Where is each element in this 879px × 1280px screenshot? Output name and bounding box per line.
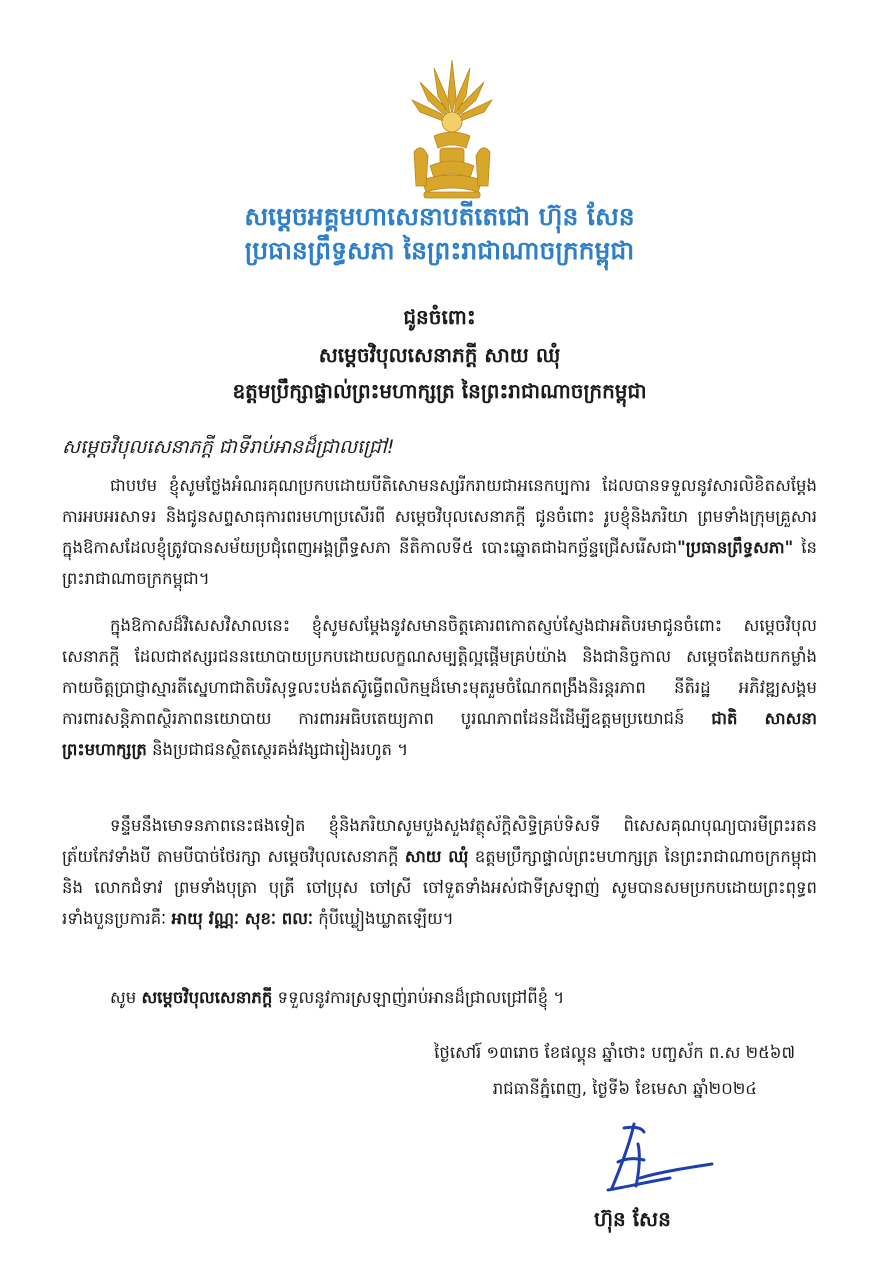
emphasis-text: "ប្រធានព្រឹទ្ធសភា": [677, 538, 794, 557]
paragraph-text: ជាបឋម ខ្ញុំសូមថ្លែងអំណរគុណប្រកបដោយបីតិសោមនស្សរីករាយជាអនេកប្បការ ដែលបានទទួលនូវសារលិខិតសម្ដែងការអបអរសាទរ និងជូនសព្ទសាធុការពរមហាប្រសើរពី សម្ដេចវិបុលសេនាភក្ដី ជូនចំពោះ រូបខ្ញុំនិងភរិយា ព្រមទាំងក្រុមគ្រួសារ ក្នុងឱកាសដែលខ្ញុំត្រូវបានសម័យប្រជុំពេញអង្គព្រឹទ្ធសភា នីតិកាលទី៥ បោះឆ្នោតជាឯកច្ឆ័ន្ទជ្រើសរើសជា: [62, 476, 817, 557]
signer-name: ហ៊ុន សែន: [594, 1207, 671, 1231]
recipient-position: ឧត្ដមប្រឹក្សាផ្ទាល់ព្រះមហាក្សត្រ នៃព្រះរាជាណាចក្រកម្ពុជា: [232, 379, 647, 403]
paragraph-text: ទទួលនូវការស្រឡាញ់រាប់អានដ៏ជ្រាលជ្រៅពីខ្ញុំ ។: [272, 988, 565, 1007]
lunar-date: ថ្ងៃសៅរ៍ ១៣រោច ខែផល្គុន ឆ្នាំថោះ បញ្ចស័ក ព.ស ២៥៦៧: [434, 1043, 795, 1062]
paragraph-text: ឧត្ដមប្រឹក្សាផ្ទាល់ព្រះមហាក្សត្រ នៃព្រះរាជាណាចក្រកម្ពុជា និង លោកជំទាវ ព្រមទាំងបុត្រា បុត្រី ចៅប្រុស ចៅស្រី ចៅទួតទាំងអស់ជាទីស្រឡាញ់ សូមបានសមប្រកបដោយព្រះពុទ្ធពរទាំងបួនប្រការគឺៈ: [62, 847, 818, 928]
letter-page: [14, 10, 865, 1270]
paragraph-text: នៃព្រះរាជាណាចក្រកម្ពុជា។: [62, 538, 817, 588]
recipient-name: សម្ដេចវិបុលសេនាភក្ដី សាយ ឈុំ: [318, 343, 561, 367]
paragraph-text: ទន្ទឹមនឹងមោទនភាពនេះផងទៀត ខ្ញុំនិងភរិយាសូមបួងសួងវត្ថុស័ក្ដិសិទ្ធិគ្រប់ទិសទី ពិសេសគុណបុណ្យបារមីព្រះរតនត្រ័យកែវទាំងបី តាមបីបាច់ថែរក្សា សម្ដេចវិបុលសេនាភក្ដី: [62, 816, 817, 866]
paragraph-respect: [62, 610, 817, 765]
paragraph-thanks: [62, 470, 817, 594]
senate-emblem-icon: [404, 56, 500, 204]
emphasis-text: ជាតិ សាសនា ព្រះមហាក្សត្រ: [62, 709, 818, 759]
paragraph-closing: [62, 982, 817, 1013]
paragraph-text: និងប្រជាជនស្ថិតស្ថេរគង់វង្សជារៀងរហូត ។: [146, 740, 409, 759]
paragraph-text: ក្នុងឱកាសដ៏វិសេសវិសាលនេះ ខ្ញុំសូមសម្ដែងនូវសមានចិត្តគោរពកោតស្ញប់ស្ញែងជាអតិបរមាជូនចំពោះ សម្ដេចវិបុលសេនាភក្ដី ដែលជាឥស្សរជននយោបាយប្រកបដោយលក្ខណសម្បត្តិល្អផ្ដើមគ្រប់យ៉ាង និងជានិច្ចកាល សម្ដេចតែងយកកម្លាំងកាយចិត្តប្រាជ្ញាស្មារតីស្នេហាជាតិបរិសុទ្ធលះបង់តស៊ូធ្វើពលិកម្មដ៏មោះមុតរួមចំណែកពង្រឹងនិរន្តរភាព នីតិរដ្ឋ អភិវឌ្ឍសង្គម ការពារសន្តិភាពស្ថិរភាពនយោបាយ ការពារអធិបតេយ្យភាព បូរណភាពដែនដីដើម្បីឧត្ដមប្រយោជន៍: [62, 616, 817, 728]
sender-title: សម្ដេចអគ្គមហាសេនាបតីតេជោ ហ៊ុន សែន: [244, 202, 635, 231]
paragraph-blessing: [62, 810, 817, 934]
emphasis-text: អាយុ វណ្ណៈ សុខៈ ពលៈ: [171, 909, 313, 928]
salutation: សម្ដេចវិបុលសេនាភក្ដី ជាទីរាប់អានដ៏ជ្រាលជ្រៅ!: [62, 436, 395, 458]
paragraph-text: កុំបីឃ្លៀងឃ្លាតឡើយ។: [312, 909, 454, 928]
solar-date: រាជធានីភ្នំពេញ, ថ្ងៃទី៦ ខែមេសា ឆ្នាំ២០២៤: [492, 1079, 757, 1098]
signature-image: [600, 1118, 720, 1198]
recipient-prefix: ជូនចំពោះ: [403, 305, 476, 329]
emphasis-text: សាយ ឈុំ: [404, 847, 469, 866]
emphasis-text: សម្ដេចវិបុលសេនាភក្ដី: [141, 988, 273, 1007]
paragraph-text: សូម: [110, 988, 142, 1007]
sender-position: ប្រធានព្រឹទ្ធសភា នៃព្រះរាជាណាចក្រកម្ពុជា: [244, 236, 635, 265]
